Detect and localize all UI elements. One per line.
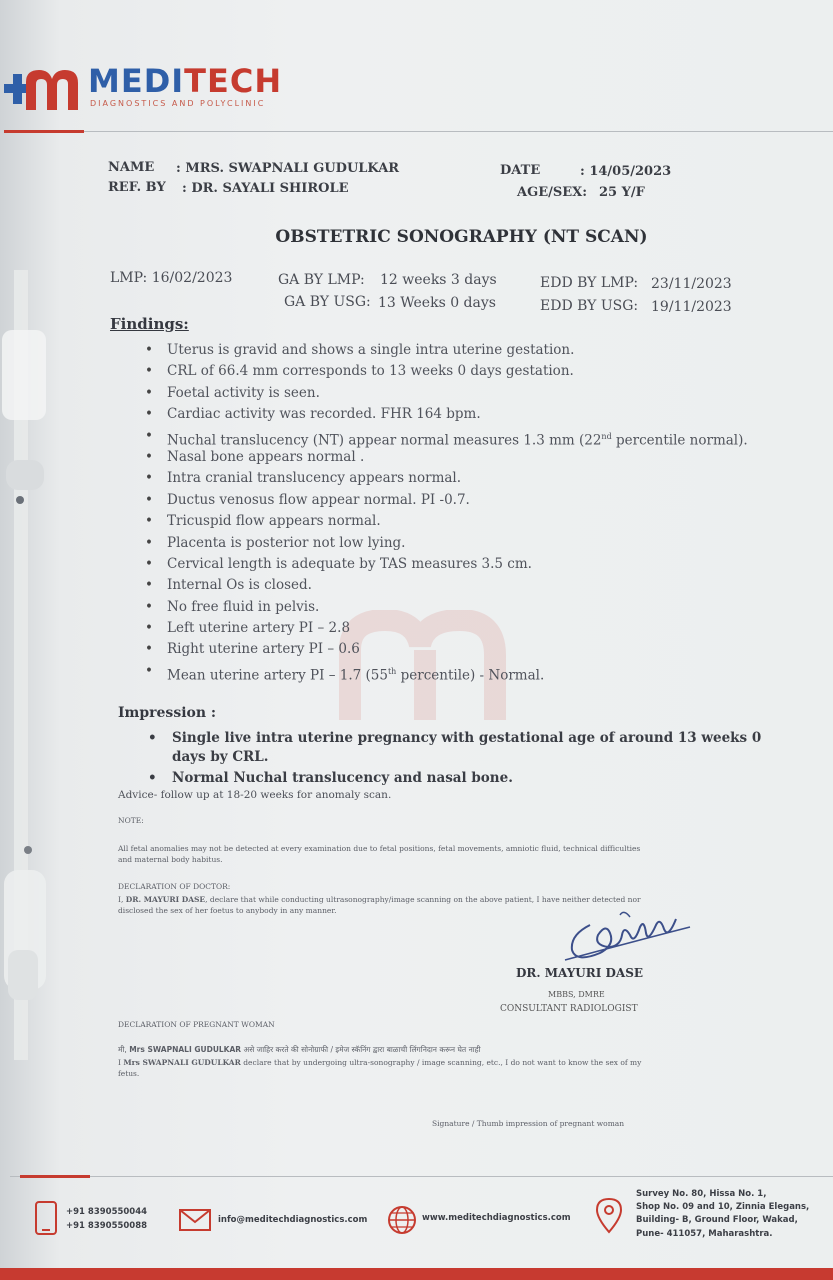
list-item: • Intra cranial translucency appears normal. [145,468,748,489]
note-label: NOTE: [118,816,144,825]
ga-lmp-label: GA BY LMP: [278,272,365,288]
footer-divider [10,1176,833,1177]
agesex-label: AGE/SEX: [517,185,588,200]
woman-declaration-english [118,1057,641,1068]
advice: Advice- follow up at 18-20 weeks for anomaly scan. [118,789,392,801]
list-item: • Ductus venosus flow appear normal. PI -0.7. [145,490,748,511]
list-item: • CRL of 66.4 mm corresponds to 13 weeks 0 days gestation. [145,361,748,382]
doctor-declaration-line2: disclosed the sex of her foetus to anybody in any manner. [118,906,337,915]
list-item [148,729,761,767]
phone-icon [32,1200,60,1236]
woman-declaration-label: DECLARATION OF PREGNANT WOMAN [118,1020,275,1029]
doctor-qualifications: MBBS, DMRE [548,990,605,999]
list-item [145,661,748,682]
doctor-name: DR. MAYURI DASE [516,966,644,980]
edd-usg-label: EDD BY USG: [540,298,639,314]
impression-line2: days by CRL. [172,749,269,765]
ga-lmp-value: 12 weeks 3 days [380,272,497,288]
globe-icon [386,1204,418,1236]
footer-accent [20,1175,90,1178]
edd-lmp-label: EDD BY LMP: [540,275,639,291]
list-item: • Left uterine artery PI – 2.8 [145,618,748,639]
doctor-declaration-label: DECLARATION OF DOCTOR: [118,882,231,891]
list-item: • Nasal bone appears normal . [145,447,748,468]
address-line-4: Pune- 411057, Maharashtra. [636,1229,773,1239]
brand-tagline: DIAGNOSTICS AND POLYCLINIC [90,99,266,108]
nt-tail: percentile normal). [611,432,748,449]
mean-superscript: th [387,666,397,676]
ga-usg-label: GA BY USG: [284,294,371,310]
en-prefix: I [118,1058,124,1067]
marathi-rest: असे जाहिर करते की सोनोग्राफी / इमेज स्कॅनिंग द्वारा बाळाची लिंगनिदान करून घेत नाही [241,1045,481,1054]
list-item: • Internal Os is closed. [145,575,748,596]
marathi-name: Mrs SWAPNALI GUDULKAR [129,1045,242,1054]
impression-line1: Single live intra uterine pregnancy with gestational age of around 13 weeks 0 [172,730,762,746]
woman-declaration-english-2: fetus. [118,1069,140,1078]
email: info@meditechdiagnostics.com [218,1215,368,1225]
list-item: • Tricuspid flow appears normal. [145,511,748,532]
address-line-1: Survey No. 80, Hissa No. 1, [636,1189,767,1199]
nt-text: Nuchal translucency (NT) appear normal measures 1.3 mm (22 [167,432,602,449]
date-label: DATE [500,163,541,178]
header-divider [4,131,833,132]
header-accent [4,130,84,133]
note-text: All fetal anomalies may not be detected at every examination due to fetal positions, fetal movements, amniotic fluid, technical difficulties [118,844,641,853]
doctor-signature-icon [560,905,695,965]
decl-name: DR. MAYURI DASE [125,895,206,904]
phone-1: +91 8390550044 [66,1207,148,1217]
edd-usg-value: 19/11/2023 [651,299,732,315]
list-item: • Placenta is posterior not low lying. [145,533,748,554]
list-item: • Right uterine artery PI – 0.6 [145,639,748,660]
meditech-logo-icon [4,66,80,112]
doctor-title: CONSULTANT RADIOLOGIST [500,1004,638,1014]
report-date: : 14/05/2023 [580,164,672,179]
decl-prefix: I, [118,895,126,904]
impression-list [148,729,761,788]
brand-name [88,62,282,100]
nt-superscript: nd [601,431,612,441]
agesex-value: 25 Y/F [599,185,645,200]
list-item: • Foetal activity is seen. [145,383,748,404]
note-text-2: and maternal body habitus. [118,855,223,864]
brand-name-first: MEDI [88,62,185,100]
address-line-2: Shop No. 09 and 10, Zinnia Elegans, [636,1202,810,1212]
ref-doctor: : DR. SAYALI SHIROLE [182,181,349,196]
edd-lmp-value: 23/11/2023 [651,276,732,292]
findings-list [145,340,748,682]
bottom-accent-bar [0,1268,833,1280]
decl-rest: , declare that while conducting ultrasonography/image scanning on the above patient, I have neither detected nor [205,895,641,904]
list-item: • Cervical length is adequate by TAS measures 3.5 cm. [145,554,748,575]
list-item: • No free fluid in pelvis. [145,597,748,618]
mean-tail: percentile) - Normal. [396,667,545,684]
list-item: • Uterus is gravid and shows a single intra uterine gestation. [145,340,748,361]
phone-2: +91 8390550088 [66,1221,148,1231]
email-icon [178,1208,212,1232]
brand-name-second: TECH [184,62,283,100]
clip-holder-icon [0,270,50,1060]
doctor-declaration-line1 [118,894,641,905]
website: www.meditechdiagnostics.com [422,1213,571,1223]
lmp: LMP: 16/02/2023 [110,270,233,286]
findings-heading: Findings: [110,315,189,333]
marathi-prefix: मी, [118,1045,130,1054]
en-name: Mrs SWAPNALI GUDULKAR [123,1058,241,1067]
address-line-3: Building- B, Ground Floor, Wakad, [636,1215,798,1225]
woman-declaration-marathi [118,1044,481,1055]
en-rest: declare that by undergoing ultra-sonography / image scanning, etc., I do not want to know the sex of my [240,1058,642,1067]
list-item: • Cardiac activity was recorded. FHR 164 bpm. [145,404,748,425]
list-item [145,426,748,447]
impression-heading: Impression : [118,705,217,721]
report-title: OBSTETRIC SONOGRAPHY (NT SCAN) [275,227,648,247]
list-item: • Normal Nuchal translucency and nasal bone. [148,769,761,788]
signature-caption: Signature / Thumb impression of pregnant woman [432,1119,625,1128]
mean-text: Mean uterine artery PI – 1.7 (55 [167,667,388,684]
location-pin-icon [594,1196,624,1234]
ref-label: REF. BY [108,180,166,195]
name-label: NAME [108,160,155,175]
patient-name: : MRS. SWAPNALI GUDULKAR [176,161,400,176]
ga-usg-value: 13 Weeks 0 days [378,295,496,311]
